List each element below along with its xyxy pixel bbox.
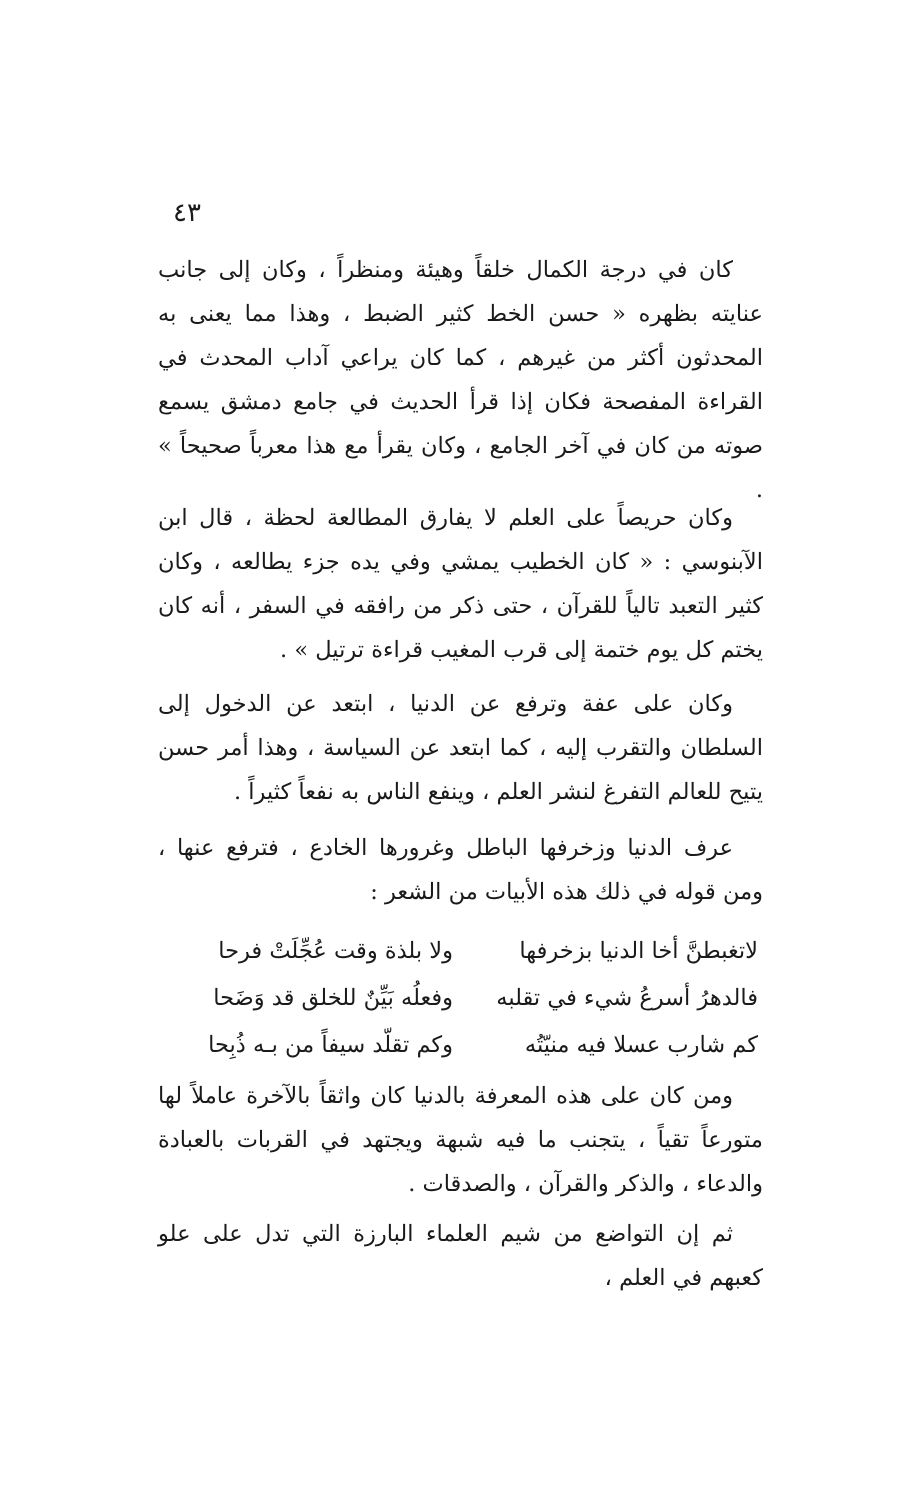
page-number: ٤٣ [173,198,201,228]
poem-verse [168,928,758,975]
paragraph-text: ثم إن التواضع من شيم العلماء البارزة التي تدل على علو كعبهم في العلم ، [158,1221,763,1291]
paragraph-text: كان في درجة الكمال خلقاً وهيئة ومنظراً ، وكان إلى جانب عنايته بظهره « حسن الخط كثير الضبط ، وهذا مما يعنى به المحدثون أكثر من غيرهم ، كما كان يراعي آداب المحدث في القراءة المفصحة فكان إذا قرأ الحديث في جامع دمشق يسمع صوته من كان في آخر الجامع ، وكان يقرأ مع هذا معرباً صحيحاً » . [158,257,763,503]
verse-first-hemistich: كم شارب عسلا فيه منيّتُه [524,1032,758,1058]
paragraph [158,826,763,914]
poem-verse [168,975,758,1022]
paragraph [158,1074,763,1206]
paragraph-text: وكان على عفة وترفع عن الدنيا ، ابتعد عن الدخول إلى السلطان والتقرب إليه ، كما ابتعد عن السياسة ، وهذا أمر حسن يتيح للعالم التفرغ لنشر العلم ، وينفع الناس به نفعاً كثيراً . [158,691,763,805]
paragraph-text: ومن كان على هذه المعرفة بالدنيا كان واثقاً بالآخرة عاملاً لها متورعاً تقياً ، يتجنب ما فيه شبهة ويجتهد في القربات بالعبادة والدعاء ، والذكر والقرآن ، والصدقات . [158,1083,763,1197]
verse-second-hemistich: وفعلُه بَيِّنٌ للخلق قد وَضَحا [213,985,453,1011]
paragraph-text: وكان حريصاً على العلم لا يفارق المطالعة لحظة ، قال ابن الآبنوسي : « كان الخطيب يمشي وفي يده جزء يطالعه ، وكان كثير التعبد تالياً للقرآن ، حتى ذكر من رافقه في السفر ، أنه كان يختم كل يوم ختمة إلى قرب المغيب قراءة ترتيل » . [158,505,763,663]
verse-second-hemistich: ولا بلذة وقت عُجِّلَتْ فرحا [218,938,453,964]
poem-verse [168,1022,758,1069]
paragraph-text: عرف الدنيا وزخرفها الباطل وغرورها الخادع ، فترفع عنها ، ومن قوله في ذلك هذه الأبيات من الشعر : [158,835,763,905]
poem [168,928,758,1069]
paragraph [158,248,763,512]
verse-first-hemistich: لاتغبطنَّ أخا الدنيا بزخرفها [519,938,758,964]
paragraph [158,496,763,672]
paragraph [158,1212,763,1300]
verse-first-hemistich: فالدهرُ أسرعُ شيء في تقلبه [496,985,758,1011]
paragraph [158,682,763,814]
verse-second-hemistich: وكم تقلّد سيفاً من بـه ذُبِحا [208,1032,453,1058]
